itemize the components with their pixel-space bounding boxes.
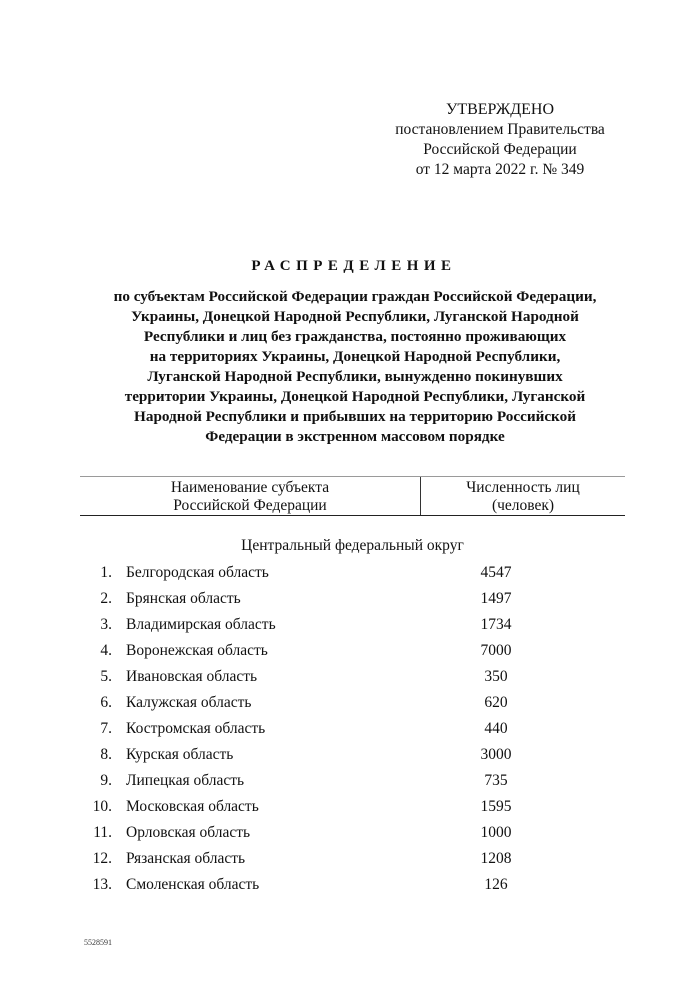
row-count: 350 [484, 668, 508, 685]
row-count: 735 [484, 772, 508, 789]
row-region: Ивановская область [126, 668, 258, 685]
row-count: 126 [484, 876, 508, 893]
row-number: 11. [93, 824, 112, 841]
row-number: 12. [92, 850, 112, 867]
row-number: 13. [92, 876, 112, 893]
column-header-count [421, 477, 625, 515]
row-region: Смоленская область [126, 876, 260, 893]
row-number: 2. [100, 590, 112, 607]
table-row [80, 794, 625, 820]
table-row [80, 690, 625, 716]
row-number: 8. [100, 746, 112, 763]
row-count: 1208 [480, 850, 512, 867]
row-region: Московская область [126, 798, 259, 815]
table-header [80, 476, 625, 516]
subtitle-line: Украины, Донецкой Народной Республики, Луганской Народной [131, 308, 579, 325]
row-region: Калужская область [126, 694, 252, 711]
document-code: 5528591 [84, 938, 112, 947]
table-row [80, 638, 625, 664]
table-row [80, 716, 625, 742]
subtitle-line: по субъектам Российской Федерации граждан Российской Федерации, [113, 288, 597, 305]
row-count: 1595 [480, 798, 512, 815]
subtitle-line: территории Украины, Донецкой Народной Республики, Луганской [124, 388, 586, 405]
row-count: 1000 [480, 824, 512, 841]
row-region: Курская область [126, 746, 234, 763]
table-row [80, 742, 625, 768]
table-row [80, 560, 625, 586]
row-region: Брянская область [126, 590, 241, 607]
approval-stamp [380, 100, 620, 180]
row-number: 9. [100, 772, 112, 789]
row-number: 1. [100, 564, 112, 581]
row-count: 7000 [480, 642, 512, 659]
row-number: 7. [100, 720, 112, 737]
row-region: Воронежская область [126, 642, 268, 659]
district-heading: Центральный федеральный округ [241, 537, 464, 554]
row-count: 4547 [480, 564, 512, 581]
column-header-region-line-2: Российской Федерации [173, 497, 327, 514]
row-region: Владимирская область [126, 616, 276, 633]
subtitle-line: Народной Республики и прибывших на территорию Российской [134, 408, 576, 425]
document-title: РАСПРЕДЕЛЕНИЕ [251, 258, 457, 274]
row-number: 10. [92, 798, 112, 815]
table-row [80, 820, 625, 846]
subtitle-line: Республики и лиц без гражданства, постоянно проживающих [143, 328, 567, 345]
column-header-count-line-1: Численность лиц [466, 479, 580, 496]
approval-heading: УТВЕРЖДЕНО [445, 101, 554, 118]
row-region: Костромская область [126, 720, 266, 737]
table-row [80, 586, 625, 612]
row-region: Рязанская область [126, 850, 246, 867]
document-subtitle [85, 287, 625, 447]
table-row [80, 768, 625, 794]
table-row [80, 872, 625, 898]
approval-line-1: постановлением Правительства [395, 121, 605, 138]
row-region: Орловская область [126, 824, 251, 841]
row-number: 5. [100, 668, 112, 685]
subtitle-line: на территориях Украины, Донецкой Народной Республики, [149, 348, 561, 365]
approval-line-2: Российской Федерации [423, 141, 577, 158]
row-count: 620 [484, 694, 508, 711]
row-count: 3000 [480, 746, 512, 763]
row-number: 6. [100, 694, 112, 711]
table-row [80, 664, 625, 690]
subtitle-line: Луганской Народной Республики, вынужденно покинувших [147, 368, 563, 385]
column-header-count-line-2: (человек) [491, 497, 555, 514]
approval-line-3: от 12 марта 2022 г. № 349 [415, 161, 585, 178]
table-body [80, 560, 625, 898]
subtitle-line: Федерации в экстренном массовом порядке [205, 428, 505, 445]
row-count: 1497 [480, 590, 512, 607]
row-number: 3. [100, 616, 112, 633]
row-number: 4. [100, 642, 112, 659]
column-header-region [80, 477, 421, 515]
row-count: 440 [484, 720, 508, 737]
table-row [80, 846, 625, 872]
row-region: Липецкая область [126, 772, 245, 789]
column-header-region-line-1: Наименование субъекта [170, 479, 330, 496]
row-region: Белгородская область [126, 564, 269, 581]
row-count: 1734 [480, 616, 512, 633]
table-row [80, 612, 625, 638]
